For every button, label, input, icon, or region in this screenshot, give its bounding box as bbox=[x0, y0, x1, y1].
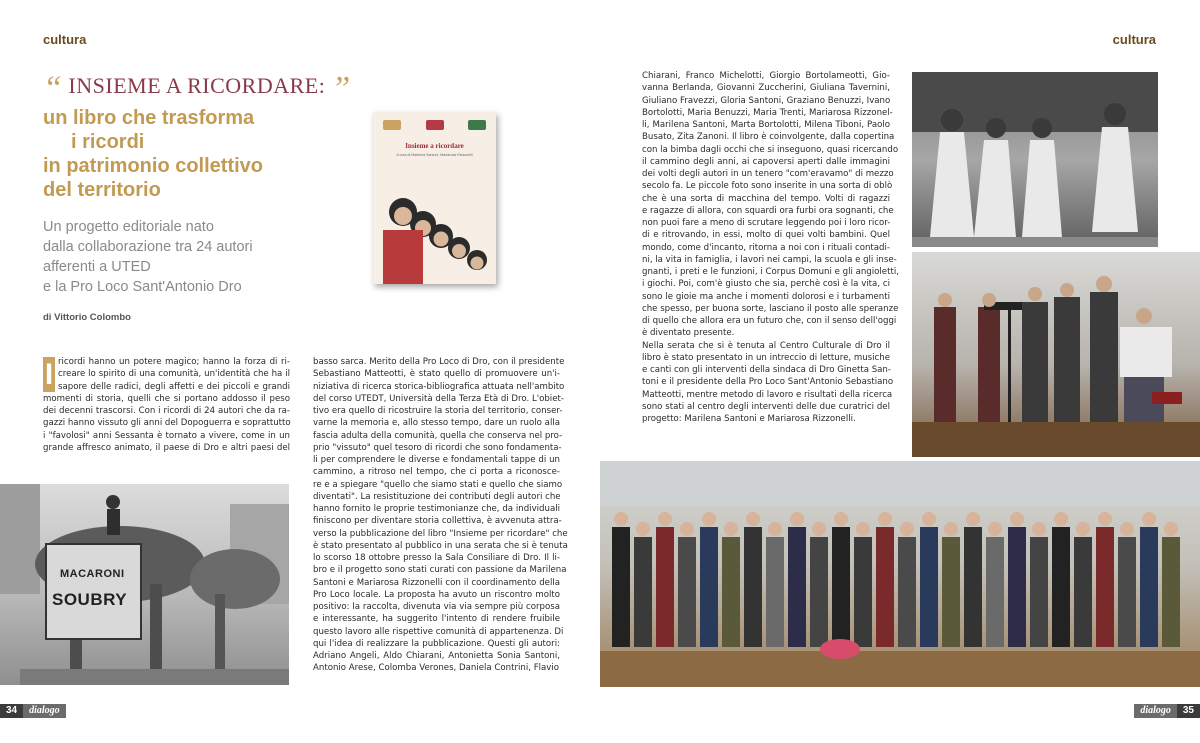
text-line: ni, la vita in famiglia, i lavori nei campi, la scuola e gli inse- bbox=[642, 254, 897, 265]
children-photo bbox=[912, 72, 1158, 247]
open-quote-mark: “ bbox=[43, 70, 63, 107]
book-credit: A cura di Marilena Santoni, Mariarosa Rizzonelli bbox=[396, 153, 473, 157]
children-photo-drawing bbox=[912, 72, 1158, 247]
book-cover-image bbox=[373, 112, 496, 284]
text-line: toni e il presidente della Pro Loco Sant'Antonio Sebastiano bbox=[642, 377, 894, 388]
text-line: varne la memoria e, allo stesso tempo, dare un ruolo alla bbox=[313, 418, 560, 429]
camel-photo-drawing bbox=[0, 484, 289, 685]
text-line: Busato, Zita Zanoni. Il libro è coinvolgente, dalla copertina bbox=[642, 132, 895, 143]
text-line: di e ritrovando, in essi, molto di quei volti bambini. Quel bbox=[642, 230, 890, 241]
magazine-name-right: dialogo bbox=[1134, 704, 1177, 718]
text-line: e interessante, ha suggerito l'intento di rendere fruibile bbox=[313, 614, 560, 625]
book-cover-photo bbox=[373, 112, 496, 284]
text-line: tivo era quello di ricostruire la storia del territorio, conser- bbox=[313, 406, 563, 416]
text-line: Pro Loco locale. La proposta ha avuto un riscontro molto bbox=[313, 589, 560, 600]
text-line: verso la pubblicazione del libro "Insieme per ricordare" che bbox=[313, 528, 568, 539]
subtitle-line: un libro che trasforma bbox=[43, 107, 255, 129]
text-line: finiscono per diventare storia collettiva, è avvenuta attra- bbox=[313, 516, 562, 527]
subtitle-line: del territorio bbox=[43, 179, 161, 201]
standfirst bbox=[43, 217, 353, 297]
text-line: ricordi hanno un potere magico; hanno la forza di ri- bbox=[58, 357, 290, 367]
text-line: e canti con gli interventi della sindaca di Dro Ginetta San- bbox=[642, 365, 891, 375]
stage-photo-drawing bbox=[912, 252, 1200, 457]
footer-left bbox=[0, 704, 66, 718]
magazine-name-left: dialogo bbox=[23, 704, 66, 718]
standfirst-line: e la Pro Loco Sant'Antonio Dro bbox=[43, 279, 242, 295]
text-line: hanno fornito le proprie testimonianze che, da individuali bbox=[313, 504, 560, 514]
camel-sign bbox=[48, 548, 138, 632]
text-line: non puoi fare a meno di scrutare leggendo poi i loro ricor- bbox=[642, 218, 891, 228]
article-column-3 bbox=[642, 70, 899, 425]
text-line: progetto: Marilena Santoni e Mariarosa Rizzonelli. bbox=[642, 414, 856, 424]
text-line: re e a spiegare "quello che siamo stati e quello che siamo bbox=[313, 479, 563, 490]
text-line: questo lavoro alle rispettive comunità di appartenenza. Di bbox=[313, 626, 564, 637]
text-line: positivo: la raccolta, divenuta via via sempre più corposa bbox=[313, 602, 560, 612]
text-line: e ragazze di allora, con squardi ora furbi ora sognanti, che bbox=[642, 205, 894, 216]
text-line: Giuliano Fravezzi, Gloria Santoni, Graziano Benuzzi, Ivano bbox=[642, 95, 891, 106]
stage-performance-photo bbox=[912, 252, 1200, 457]
group-photo-drawing bbox=[600, 461, 1200, 687]
group-photo bbox=[600, 461, 1200, 687]
text-line: grande affresco animato, il paese di Dro e altri paesi del bbox=[43, 442, 290, 453]
text-line: di quello che allora era un futuro che, con il senso dell'oggi bbox=[642, 316, 897, 326]
text-line: Sebastiano Matteotti, è stato quello di promuovere un'i- bbox=[313, 369, 560, 380]
sign-text-line1: MACARONI bbox=[60, 568, 125, 580]
text-line: diventati". La resistituzione dei contributi degli autori che bbox=[313, 491, 561, 502]
byline: di Vittorio Colombo bbox=[43, 312, 131, 323]
text-line: li per comprendere le diverse e fondamentali tappe di un bbox=[313, 455, 560, 465]
text-line: Santoni e Mariarosa Rizzonelli con il coordinamento della bbox=[313, 577, 560, 588]
footer-right bbox=[1134, 704, 1200, 718]
article-subtitle bbox=[43, 106, 343, 202]
text-line: qui l'idea di realizzare la pubblicazione. Questi gli autori: bbox=[313, 638, 560, 649]
article-title-text: INSIEME A RICORDARE: bbox=[68, 73, 326, 98]
standfirst-line: afferenti a UTED bbox=[43, 259, 151, 275]
text-line: gazzi hanno vissuto gli anni del Dopoguerra e soprattutto bbox=[43, 418, 291, 429]
text-line: basso sarca. Merito della Pro Loco di Dro, con il presidente bbox=[313, 357, 565, 367]
text-line: Chiarani, Franco Michelotti, Giorgio Bortolameotti, Gio- bbox=[642, 71, 890, 81]
text-line: sapore delle radici, degli affetti e dei piccoli e grandi bbox=[58, 381, 290, 392]
text-line: i "favolosi" anni Sessanta è tornato a vivere, come in un bbox=[43, 430, 290, 441]
text-line: bro e il progetto sono stati curati con passione da Marilena bbox=[313, 565, 567, 576]
text-line: cammino, a ritroso nel tempo, che ci porta a riconosce- bbox=[313, 467, 560, 478]
text-line: vanna Berlanda, Giovanni Zuccherini, Giuliana Tavernini, bbox=[642, 83, 890, 94]
standfirst-line: Un progetto editoriale nato bbox=[43, 219, 214, 235]
text-line: il cammino degli anni, ai capoversi aperti dalle immagini bbox=[642, 156, 890, 167]
text-line: Nella serata che si è tenuta al Centro Culturale di Dro il bbox=[642, 340, 890, 351]
sign-text-line2: SOUBRY bbox=[52, 590, 128, 609]
text-line: mondo, come d'incanto, ritorna a noi con i rituali contadi- bbox=[642, 242, 890, 253]
text-line: fascia adulta della comunità, quella che conserva nel pro- bbox=[313, 430, 563, 441]
subtitle-line: in patrimonio collettivo bbox=[43, 155, 264, 177]
text-line: che è una sorta di macchina del tempo. Volti di ragazzi bbox=[642, 193, 890, 204]
text-line: dei decenni trascorsi. Con i ricordi di 24 autori che da ra- bbox=[43, 406, 290, 416]
text-line: dei volti degli autori in un tenero "com'eravamo" di mezzo bbox=[642, 169, 894, 179]
text-line: i giochi. Poi, com'è giusto che sia, perchè così è la vita, ci bbox=[642, 279, 890, 290]
text-line: prio "vissuto" quel tesoro di ricordi che sono fondamenta- bbox=[313, 442, 562, 453]
text-line: Matteotti, mentre metodo di lavoro e risultati della ricerca bbox=[642, 389, 893, 400]
subtitle-line: i ricordi bbox=[71, 131, 145, 153]
standfirst-line: dalla collaborazione tra 24 autori bbox=[43, 239, 253, 255]
text-line: Bortolotti, Maria Benuzzi, Maria Trenti, Mariarosa Rizzonel- bbox=[642, 107, 893, 118]
text-line: è diventato presente. bbox=[642, 328, 735, 339]
text-line: libro è stato presentato in un intreccio di letture, musiche bbox=[642, 352, 890, 363]
text-line: niziativa di ricerca storica-bibliografica attuata nell'ambito bbox=[313, 381, 565, 392]
text-line: Antonio Arese, Colomba Verones, Daniela Contrini, Flavio bbox=[313, 663, 560, 674]
close-quote-mark: ” bbox=[331, 70, 351, 107]
text-line: sono le gioie ma anche i momenti dolorosi e i turbamenti bbox=[642, 291, 890, 302]
text-line: del corso UTEDT, Università della Terza Età di Dro. L'obiet- bbox=[313, 393, 564, 404]
text-line: che spesso, per buona sorte, lasciano il posto alle speranze bbox=[642, 303, 899, 314]
text-line: sono stati al centro degli interventi delle due curatrici del bbox=[642, 401, 890, 412]
section-label-left: cultura bbox=[43, 32, 87, 47]
text-line: gnanti, i preti e le funzioni, i Corpus Domuni e gli angioletti, bbox=[642, 267, 899, 277]
drop-cap: I bbox=[44, 358, 54, 391]
text-line: con la bimba dagli occhi che si inseguono, quasi ricercando bbox=[642, 144, 899, 155]
text-line: momenti di storia, quelli che si portano addosso il peso bbox=[43, 393, 290, 404]
article-title bbox=[43, 70, 351, 108]
text-line: è stato presentato al pubblico in una serata che si è tenuta bbox=[313, 540, 568, 551]
article-column-1 bbox=[43, 356, 290, 454]
text-line: lo scorso 18 ottobre presso la Sala Consiliare di Dro. Il li- bbox=[313, 553, 560, 563]
book-title: Insieme a ricordare bbox=[405, 142, 464, 150]
section-label-right: cultura bbox=[1112, 32, 1156, 47]
text-line: li, Marilena Santoni, Marta Bortolotti, Milena Tiboni, Paolo bbox=[642, 120, 890, 130]
article-column-2 bbox=[313, 356, 568, 675]
page-number-left: 34 bbox=[0, 704, 23, 718]
text-line: secolo fa. Le piccole foto sono inserite in una sorta di oblò bbox=[642, 181, 893, 192]
camel-photo bbox=[0, 484, 289, 685]
text-line: Adriano Angeli, Aldo Chiarani, Antonietta Sonia Santoni, bbox=[313, 651, 560, 661]
text-line: creare lo spirito di una comunità, un'identità che ha il bbox=[58, 369, 290, 380]
page-number-right: 35 bbox=[1177, 704, 1200, 718]
